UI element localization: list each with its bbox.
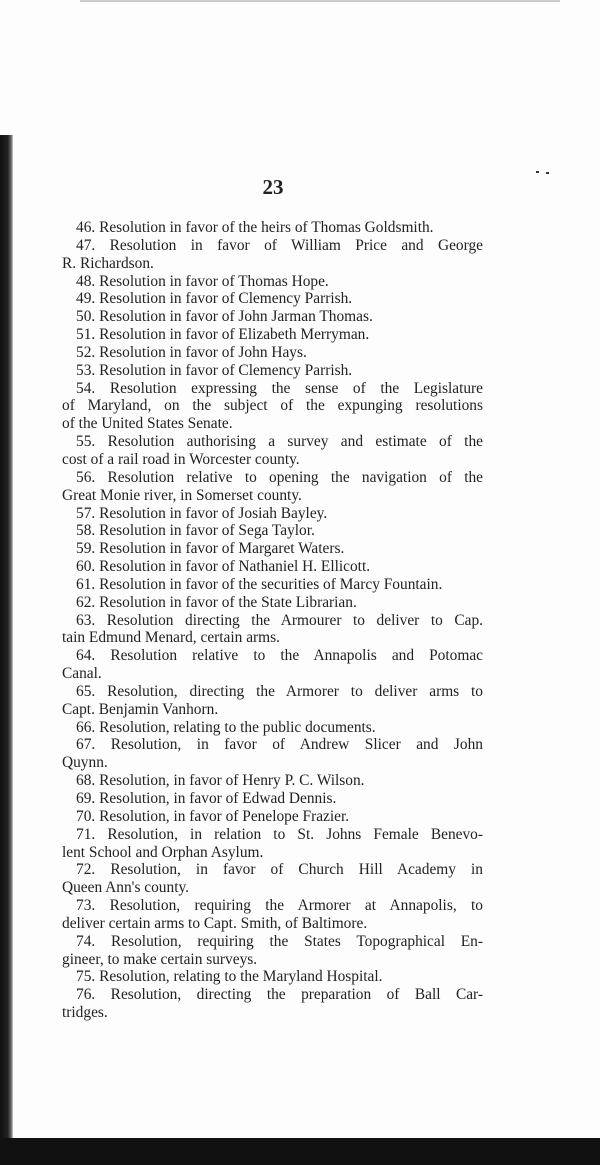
resolution-line: 61. Resolution in favor of the securities of Marcy Fountain. bbox=[76, 575, 443, 593]
resolution-line: 65. Resolution, directing the Armorer to deliver arms to bbox=[76, 682, 483, 700]
resolution-line: 55. Resolution authorising a survey and estimate of the bbox=[76, 433, 483, 451]
resolution-line: of the United States Senate. bbox=[62, 415, 233, 433]
resolution-line: 48. Resolution in favor of Thomas Hope. bbox=[76, 272, 329, 290]
resolution-line: 57. Resolution in favor of Josiah Bayley. bbox=[76, 504, 328, 522]
resolution-line: 58. Resolution in favor of Sega Taylor. bbox=[76, 522, 315, 540]
resolution-entry bbox=[62, 594, 483, 612]
scan-left-border bbox=[0, 135, 13, 1165]
resolution-line: 75. Resolution, relating to the Maryland Hospital. bbox=[76, 968, 383, 986]
resolution-entry bbox=[62, 433, 483, 469]
resolution-entry bbox=[62, 808, 483, 826]
scan-bottom-border bbox=[0, 1138, 600, 1165]
resolution-entry bbox=[62, 237, 483, 273]
resolution-entry bbox=[62, 362, 483, 380]
resolution-entry bbox=[62, 861, 483, 897]
resolution-entry bbox=[62, 308, 483, 326]
resolution-entry bbox=[62, 719, 483, 737]
resolution-line: 73. Resolution, requiring the Armorer at Annapolis, to bbox=[76, 897, 483, 915]
resolution-line: 66. Resolution, relating to the public documents. bbox=[76, 718, 376, 736]
scan-speck bbox=[546, 172, 549, 174]
resolution-line: 69. Resolution, in favor of Edwad Dennis. bbox=[76, 790, 337, 807]
resolution-entry bbox=[62, 290, 483, 308]
resolution-entry bbox=[62, 522, 483, 540]
resolution-entry bbox=[62, 273, 483, 291]
resolution-list bbox=[62, 219, 483, 1022]
resolution-line: 64. Resolution relative to the Annapolis and Potomac bbox=[76, 647, 483, 665]
resolution-entry bbox=[62, 736, 483, 772]
resolution-line: 46. Resolution in favor of the heirs of Thomas Goldsmith. bbox=[76, 219, 434, 236]
resolution-line: 56. Resolution relative to opening the navigation of the bbox=[76, 468, 483, 486]
page-number: 23 bbox=[262, 175, 284, 199]
resolution-line: 59. Resolution in favor of Margaret Waters. bbox=[76, 540, 345, 558]
resolution-line: 62. Resolution in favor of the State Librarian. bbox=[76, 593, 357, 611]
resolution-line: 76. Resolution, directing the preparation of Ball Car- bbox=[76, 986, 483, 1004]
resolution-entry bbox=[62, 683, 483, 719]
resolution-line: 51. Resolution in favor of Elizabeth Merryman. bbox=[76, 326, 370, 344]
resolution-line: 67. Resolution, in favor of Andrew Slicer and John bbox=[76, 736, 483, 754]
resolution-entry bbox=[62, 344, 483, 362]
resolution-entry bbox=[62, 986, 483, 1022]
resolution-entry bbox=[62, 968, 483, 986]
resolution-line: 72. Resolution, in favor of Church Hill Academy in bbox=[76, 861, 483, 879]
resolution-entry bbox=[62, 469, 483, 505]
resolution-entry bbox=[62, 326, 483, 344]
resolution-line: 52. Resolution in favor of John Hays. bbox=[76, 343, 307, 361]
resolution-line: 47. Resolution in favor of William Price and George bbox=[76, 236, 483, 254]
resolution-line: Great Monie river, in Somerset county. bbox=[62, 486, 302, 504]
resolution-entry bbox=[62, 826, 483, 862]
resolution-entry bbox=[62, 576, 483, 594]
resolution-entry bbox=[62, 647, 483, 683]
resolution-entry bbox=[62, 772, 483, 790]
resolution-line: Quynn. bbox=[62, 754, 108, 772]
resolution-line: 50. Resolution in favor of John Jarman Thomas. bbox=[76, 308, 373, 326]
resolution-line: Capt. Benjamin Vanhorn. bbox=[62, 700, 219, 718]
resolution-line: 53. Resolution in favor of Clemency Parrish. bbox=[76, 361, 353, 379]
resolution-line: of Maryland, on the subject of the expunging resolutions bbox=[62, 397, 483, 415]
resolution-line: 68. Resolution, in favor of Henry P. C. Wilson. bbox=[76, 772, 365, 790]
resolution-line: Queen Ann's county. bbox=[62, 879, 190, 897]
resolution-line: Canal. bbox=[62, 665, 102, 683]
resolution-entry bbox=[62, 219, 483, 237]
resolution-line: 49. Resolution in favor of Clemency Parrish. bbox=[76, 290, 353, 308]
resolution-line: lent School and Orphan Asylum. bbox=[62, 843, 264, 861]
scan-top-edge bbox=[80, 0, 560, 2]
resolution-line: tain Edmund Menard, certain arms. bbox=[62, 629, 280, 647]
resolution-entry bbox=[62, 380, 483, 434]
resolution-line: 54. Resolution expressing the sense of the Legislature bbox=[76, 379, 483, 397]
resolution-line: 60. Resolution in favor of Nathaniel H. Ellicott. bbox=[76, 558, 371, 576]
resolution-line: tridges. bbox=[62, 1004, 108, 1022]
resolution-line: deliver certain arms to Capt. Smith, of Baltimore. bbox=[62, 914, 368, 932]
resolution-line: cost of a rail road in Worcester county. bbox=[62, 450, 300, 468]
resolution-entry bbox=[62, 612, 483, 648]
resolution-line: gineer, to make certain surveys. bbox=[62, 950, 258, 968]
resolution-entry bbox=[62, 790, 483, 808]
resolution-line: 63. Resolution directing the Armourer to deliver to Cap. bbox=[76, 611, 483, 629]
resolution-entry bbox=[62, 558, 483, 576]
resolution-entry bbox=[62, 540, 483, 558]
scan-speck bbox=[536, 171, 539, 173]
resolution-entry bbox=[62, 933, 483, 969]
resolution-line: R. Richardson. bbox=[62, 254, 154, 272]
resolution-line: 74. Resolution, requiring the States Topographical En- bbox=[76, 932, 483, 950]
resolution-line: 71. Resolution, in relation to St. Johns Female Benevo- bbox=[76, 825, 483, 843]
resolution-entry bbox=[62, 897, 483, 933]
resolution-entry bbox=[62, 505, 483, 523]
resolution-line: 70. Resolution, in favor of Penelope Frazier. bbox=[76, 807, 350, 825]
